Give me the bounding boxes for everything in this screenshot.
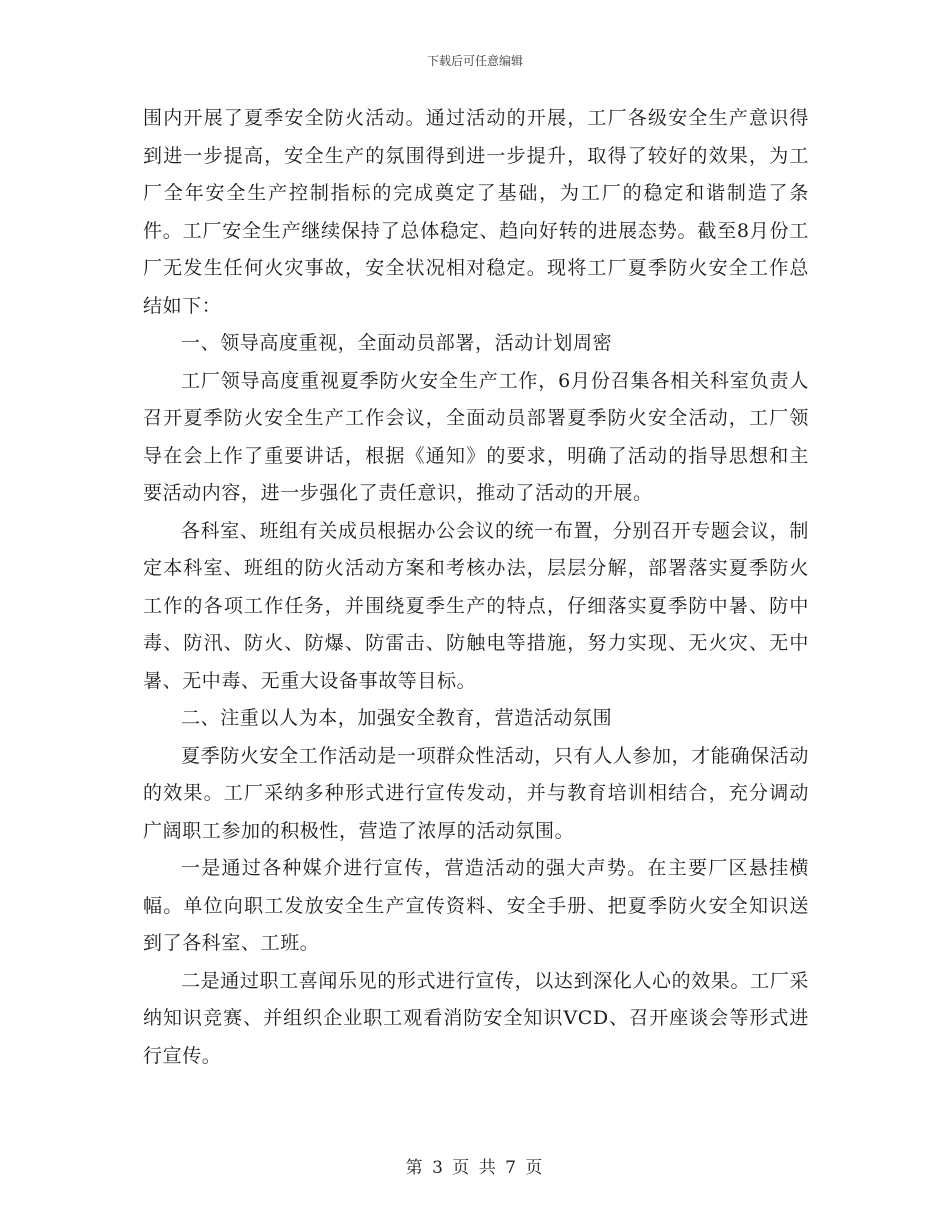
header-note: 下载后可任意编辑 [426,54,523,68]
section-heading-1: 一、领导高度重视，全面动员部署，活动计划周密 [181,332,613,354]
paragraph-media-publicity: 一是通过各种媒介进行宣传，营造活动的强大声势。在主要厂区悬挂横幅。单位向职工发放安全生产宣传资料、安全手册、把夏季防火安全知识送到了各科室、工班。 [143,857,809,954]
paragraph-deployment: 各科室、班组有关成员根据办公会议的统一布置，分别召开专题会议，制定本科室、班组的防火活动方案和考核办法，层层分解，部署落实夏季防火工作的各项工作任务，并围绕夏季生产的特点，仔细落实夏季防中暑、防中毒、防汛、防火、防爆、防雷击、防触电等措施，努力实现、无火灾、无中暑、无中毒、无重大设备事故等目标。 [143,519,809,692]
paragraph-mass-activity: 夏季防火安全工作活动是一项群众性活动，只有人人参加，才能确保活动的效果。工厂采纳多种形式进行宣传发动，并与教育培训相结合，充分调动广阔职工参加的积极性，营造了浓厚的活动氛围。 [143,744,809,842]
paragraph-intro: 围内开展了夏季安全防火活动。通过活动的开展，工厂各级安全生产意识得到进一步提高，安全生产的氛围得到进一步提升，取得了较好的效果，为工厂全年安全生产控制指标的完成奠定了基础，为工厂的稳定和谐制造了条件。工厂安全生产继续保持了总体稳定、趋向好转的进展态势。截至8月份工厂无发生任何火灾事故，安全状况相对稳定。现将工厂夏季防火安全工作总结如下： [143,107,809,317]
paragraph-worker-publicity: 二是通过职工喜闻乐见的形式进行宣传，以达到深化人心的效果。工厂采纳知识竞赛、并组织企业职工观看消防安全知识VCD、召开座谈会等形式进行宣传。 [143,969,809,1067]
page-number: 第 3 页 共 7 页 [405,1158,545,1178]
paragraph-leadership: 工厂领导高度重视夏季防火安全生产工作，6月份召集各相关科室负责人召开夏季防火安全生产工作会议，全面动员部署夏季防火安全活动，工厂领导在会上作了重要讲话，根据《通知》的要求，明确了活动的指导思想和主要活动内容，进一步强化了责任意识，推动了活动的开展。 [143,369,809,504]
document-body [143,100,809,1075]
section-heading-2: 二、注重以人为本，加强安全教育，营造活动氛围 [181,707,613,729]
